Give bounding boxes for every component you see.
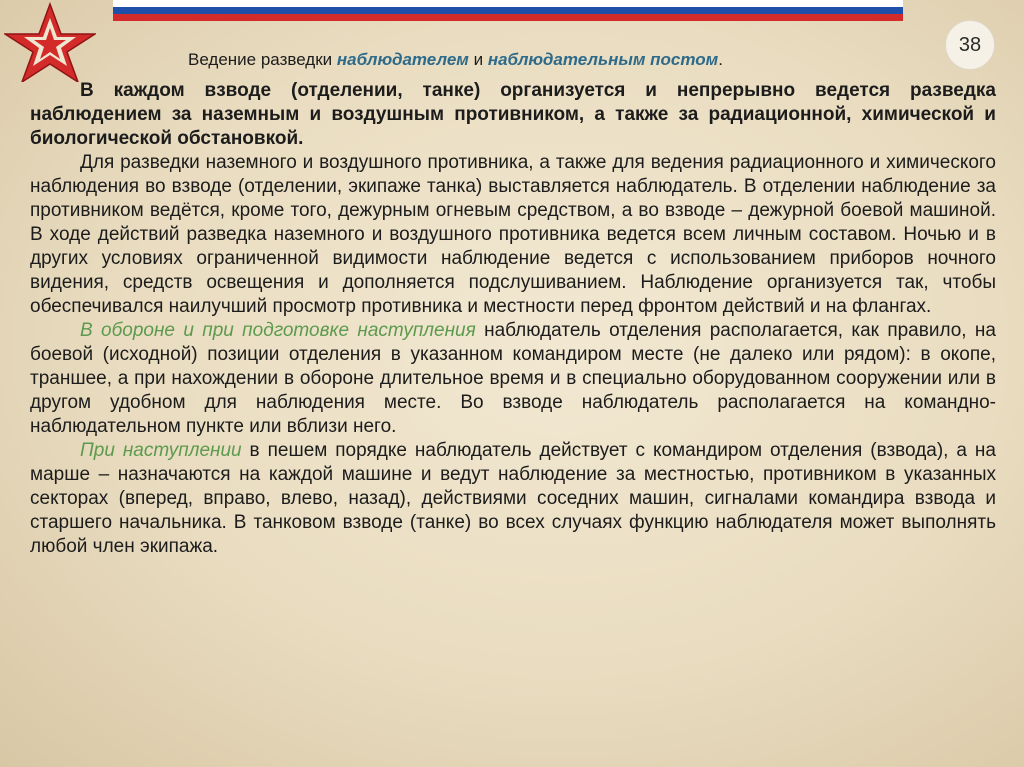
paragraph-offense-lead: При наступлении	[80, 440, 242, 461]
paragraph-offense-text: в пешем порядке наблюдатель действует с командиром отделения (взвода), а на марше – назначаются на каждой машине и ведут наблюдение за местностью, противником в указанных секторах (вперед, вправо, влево, назад), действиями соседних машин, сигналами командира взвода и старшего начальника. В танковом взводе (танке) во всех случаях функцию наблюдателя может выполнять любой член экипажа.	[30, 440, 996, 557]
paragraph-observer-duties: Для разведки наземного и воздушного противника, а также для ведения радиационного и химического наблюдения во взводе (отделении, экипаже танка) выставляется наблюдатель. В отделении наблюдение за противником ведётся, кроме того, дежурным огневым средством, а во взводе – дежурной боевой машиной. В ходе действий разведка наземного и воздушного противника ведется всем личным составом. Ночью и в других условиях ограниченной видимости наблюдение ведется с использованием приборов ночного видения, средств освещения и дополняется подслушиванием. Наблюдение организуется так, чтобы обеспечивался наилучший просмотр противника и местности перед фронтом действий и на флангах.	[30, 152, 996, 317]
page-number: 38	[958, 33, 982, 56]
flag-blue-stripe	[113, 7, 903, 14]
page-number-badge	[945, 20, 995, 70]
heading-observer: наблюдателем	[336, 50, 469, 69]
red-star-emblem-icon	[4, 2, 96, 82]
flag-white-stripe	[113, 0, 903, 7]
paragraph-defense-text: наблюдатель отделения располагается, как правило, на боевой (исходной) позиции отделения в указанном командиром месте (не далеко или рядом): в окопе, траншее, а при нахождении в обороне длительное время и в специально оборудованном сооружении или в другом удобном для наблюдения месте. Во взводе наблюдатель располагается на командно-наблюдательном пункте или вблизи него.	[30, 320, 996, 437]
slide-heading	[188, 50, 723, 70]
flag-red-stripe	[113, 14, 903, 21]
heading-prefix: Ведение разведки	[188, 50, 337, 69]
paragraph-defense	[30, 319, 996, 439]
paragraph-offense	[30, 439, 996, 559]
heading-suffix: .	[718, 50, 723, 69]
tricolor-flag-stripe	[113, 0, 903, 22]
paragraph-defense-lead: В обороне и при подготовке наступления	[80, 320, 476, 341]
heading-observation-post: наблюдательным постом	[487, 50, 719, 69]
slide-body	[30, 79, 996, 559]
heading-mid: и	[468, 50, 488, 69]
paragraph-intro: В каждом взводе (отделении, танке) организуется и непрерывно ведется разведка наблюдением за наземным и воздушным противником, а также за радиационной, химической и биологической обстановкой.	[30, 80, 996, 149]
